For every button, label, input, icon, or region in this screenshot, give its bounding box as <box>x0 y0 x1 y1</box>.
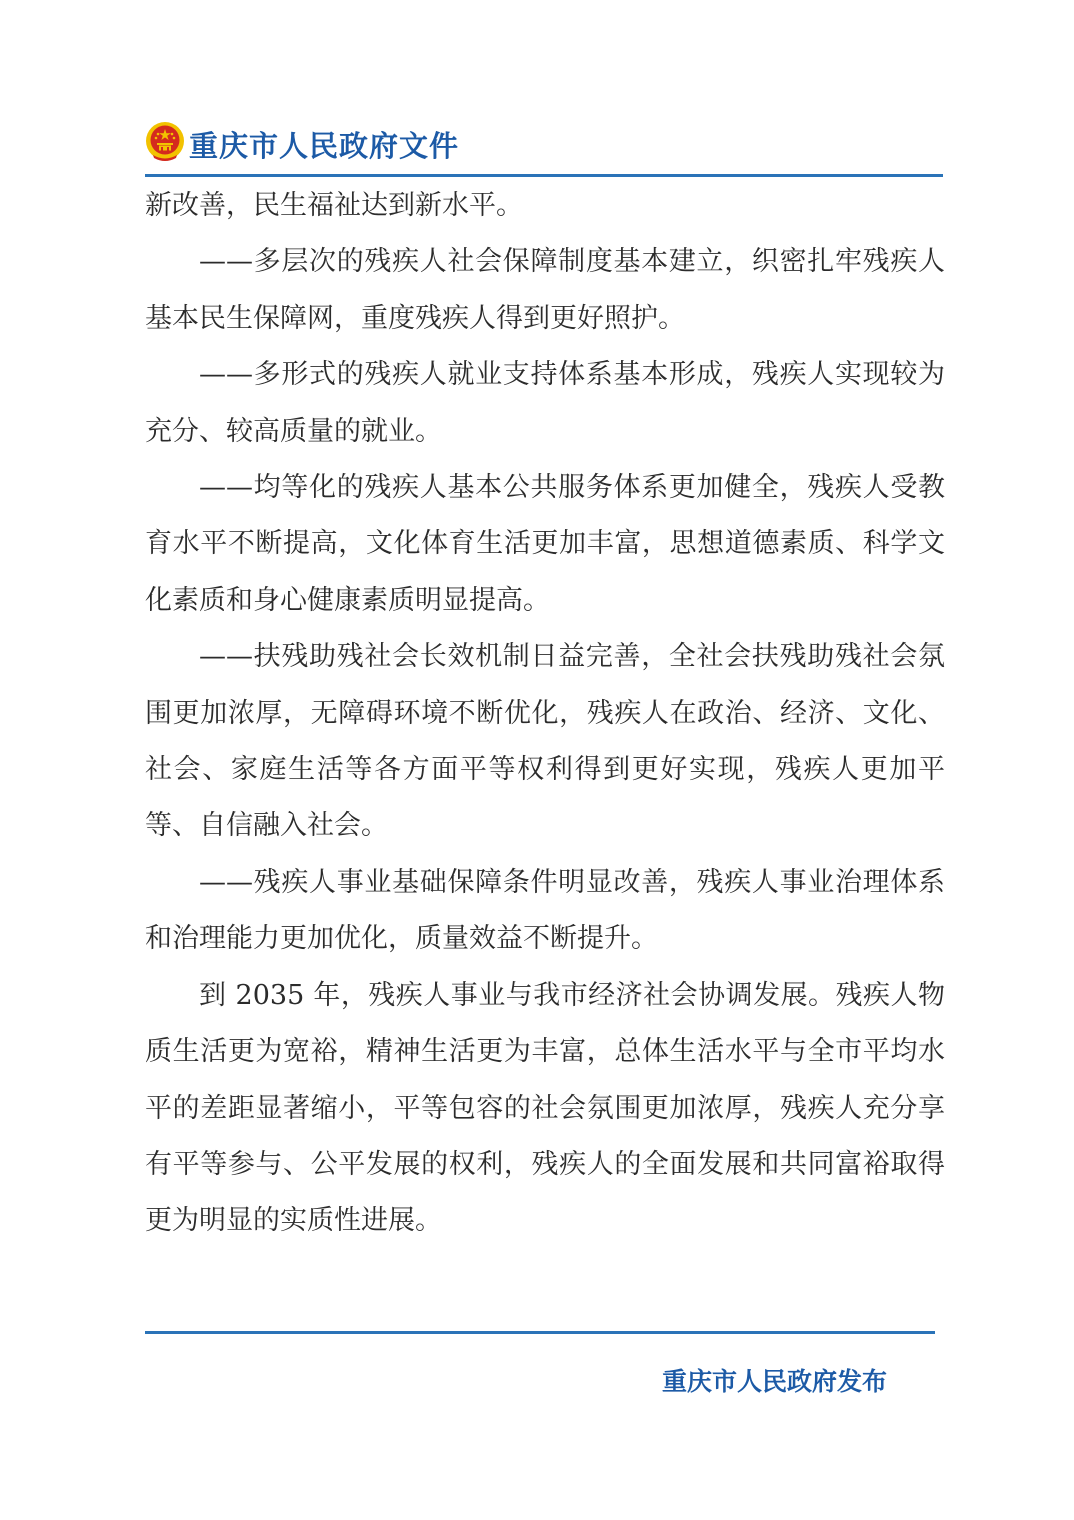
header-divider <box>145 174 943 177</box>
paragraph: 新改善，民生福祉达到新水平。 <box>145 190 523 221</box>
document-title: 重庆市人民政府文件 <box>189 129 460 163</box>
footer-divider <box>145 1331 935 1334</box>
paragraph: ——多形式的残疾人就业支持体系基本形成，残疾人实现较为充分、较高质量的就业。 <box>145 359 945 447</box>
document-header <box>145 118 943 176</box>
national-emblem-icon <box>145 121 185 161</box>
paragraph: ——扶残助残社会长效机制日益完善，全社会扶残助残社会氛围更加浓厚，无障碍环境不断优化，残疾人在政治、经济、文化、社会、家庭生活等各方面平等权利得到更好实现，残疾人更加平等、自信融入社会。 <box>145 641 945 842</box>
paragraph: ——多层次的残疾人社会保障制度基本建立，织密扎牢残疾人基本民生保障网，重度残疾人得到更好照护。 <box>145 246 945 334</box>
paragraph: ——均等化的残疾人基本公共服务体系更加健全，残疾人受教育水平不断提高，文化体育生活更加丰富，思想道德素质、科学文化素质和身心健康素质明显提高。 <box>145 472 945 616</box>
paragraph: 到 2035 年，残疾人事业与我市经济社会协调发展。残疾人物质生活更为宽裕，精神生活更为丰富，总体生活水平与全市平均水平的差距显著缩小，平等包容的社会氛围更加浓厚，残疾人充分享有平等参与、公平发展的权利，残疾人的全面发展和共同富裕取得更为明显的实质性进展。 <box>145 979 945 1237</box>
footer-publisher: 重庆市人民政府发布 <box>662 1367 888 1396</box>
paragraph: ——残疾人事业基础保障条件明显改善，残疾人事业治理体系和治理能力更加优化，质量效益不断提升。 <box>145 866 945 955</box>
document-body <box>145 178 945 1250</box>
